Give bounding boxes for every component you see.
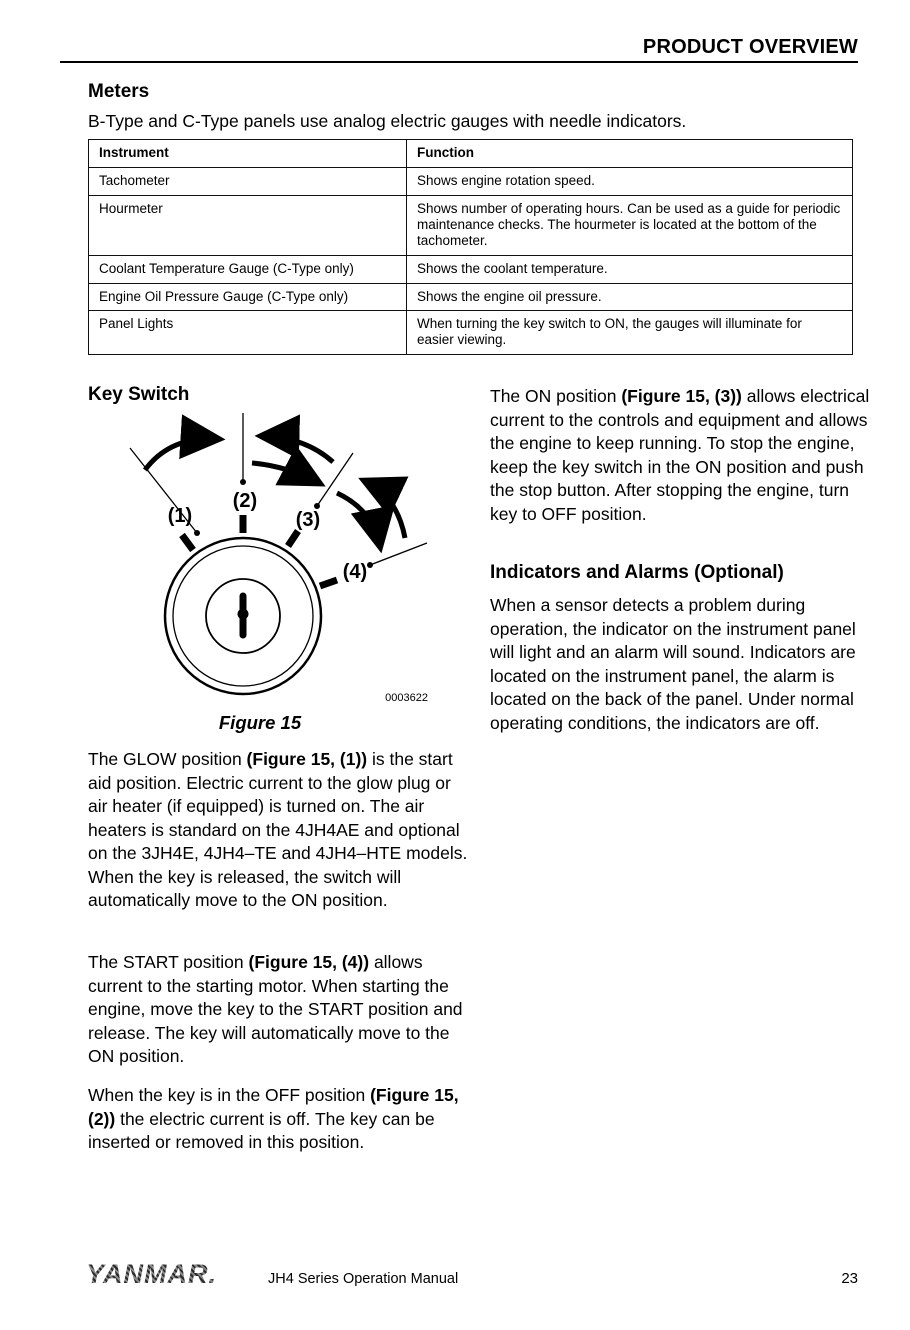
arrow-off-to-on-icon (252, 463, 319, 483)
footer-manual-title: JH4 Series Operation Manual (268, 1271, 459, 1287)
yanmar-logo: YANMAR. (86, 1259, 217, 1289)
text-run: The GLOW position (88, 749, 247, 769)
figure-reference: (Figure 15, (3)) (621, 386, 742, 406)
keyhole-icon (238, 596, 249, 635)
cell-instrument: Coolant Temperature Gauge (C-Type only) (89, 255, 407, 283)
header-rule (60, 61, 858, 63)
arrow-on-to-off-icon (262, 436, 333, 462)
table-row (89, 283, 853, 311)
text-run: allows current to the starting motor. When starting the engine, move the key to the START position and release. The key will automatically move to the ON position. (88, 952, 463, 1066)
figure-label-2: (2) (232, 490, 258, 512)
cell-function: Shows the coolant temperature. (407, 255, 853, 283)
cell-function: When turning the key switch to ON, the gauges will illuminate for easier viewing. (407, 311, 853, 355)
figure-label-1: (1) (167, 505, 193, 527)
cell-function: Shows number of operating hours. Can be used as a guide for periodic maintenance checks. The hourmeter is located at the bottom of the tachometer. (407, 195, 853, 255)
table-row (89, 311, 853, 355)
figure-label-4: (4) (342, 561, 368, 583)
arrow-glow-to-off-icon (145, 439, 218, 470)
footer-page-number: 23 (841, 1270, 858, 1287)
leader-dots (194, 479, 373, 568)
figure-label-3: (3) (295, 509, 321, 531)
paragraph-glow-position (88, 748, 470, 913)
column-header-function: Function (407, 140, 853, 168)
paragraph-on-position (490, 385, 880, 526)
paragraph-off-position (88, 1084, 470, 1155)
meters-heading: Meters (88, 81, 150, 102)
key-switch-heading: Key Switch (88, 384, 190, 405)
cell-function: Shows engine rotation speed. (407, 167, 853, 195)
table-row (89, 167, 853, 195)
paragraph-indicators: When a sensor detects a problem during operation, the indicator on the instrument panel will light and an alarm will sound. Indicators are located on the instrument panel, the alarm is located on the back of the panel. Under normal operating conditions, the indicators are off. (490, 595, 856, 733)
figure-code: 0003622 (385, 692, 428, 704)
meters-intro: B-Type and C-Type panels use analog electric gauges with needle indicators. (88, 111, 687, 131)
text-run: is the start aid position. Electric current to the glow plug or air heater (if equipped) is turned on. The air heaters is standard on the 4JH4AE and optional on the 3JH4E, 4JH4–TE and 4JH4–HTE models. When the key is released, the switch will automatically move to the ON position. (88, 749, 468, 910)
arrow-start-to-on-icon (365, 481, 405, 538)
instrument-function-table (88, 139, 853, 355)
table-row (89, 255, 853, 283)
text-run: the electric current is off. The key can be inserted or removed in this position. (88, 1108, 435, 1152)
indicators-heading: Indicators and Alarms (Optional) (490, 562, 784, 583)
column-header-instrument: Instrument (89, 140, 407, 168)
cell-instrument: Engine Oil Pressure Gauge (C-Type only) (89, 283, 407, 311)
cell-instrument: Panel Lights (89, 311, 407, 355)
cell-instrument: Hourmeter (89, 195, 407, 255)
cell-function: Shows the engine oil pressure. (407, 283, 853, 311)
figure-caption: Figure 15 (218, 712, 302, 733)
figure-reference: (Figure 15, (2)) (88, 1085, 459, 1129)
text-run: When the key is in the OFF position (88, 1085, 371, 1105)
text-run: The ON position (490, 386, 622, 406)
rotation-arrows (145, 436, 405, 546)
table-header-row (89, 140, 853, 168)
arrow-on-to-start-icon (337, 493, 380, 546)
text-run: The START position (88, 952, 249, 972)
key-switch-figure (75, 408, 445, 708)
cell-instrument: Tachometer (89, 167, 407, 195)
page-header-title: PRODUCT OVERVIEW (642, 36, 858, 58)
key-switch-diagram (75, 408, 445, 708)
table-row (89, 195, 853, 255)
figure-reference: (Figure 15, (1)) (246, 749, 368, 769)
text-run: allows electrical current to the controls and equipment and allows the engine to keep running. To stop the engine, keep the key switch in the ON position and push the stop button. After stopping the engine, turn key to OFF position. (490, 386, 870, 524)
paragraph-start-position (88, 951, 470, 1069)
figure-reference: (Figure 15, (4)) (248, 952, 370, 972)
